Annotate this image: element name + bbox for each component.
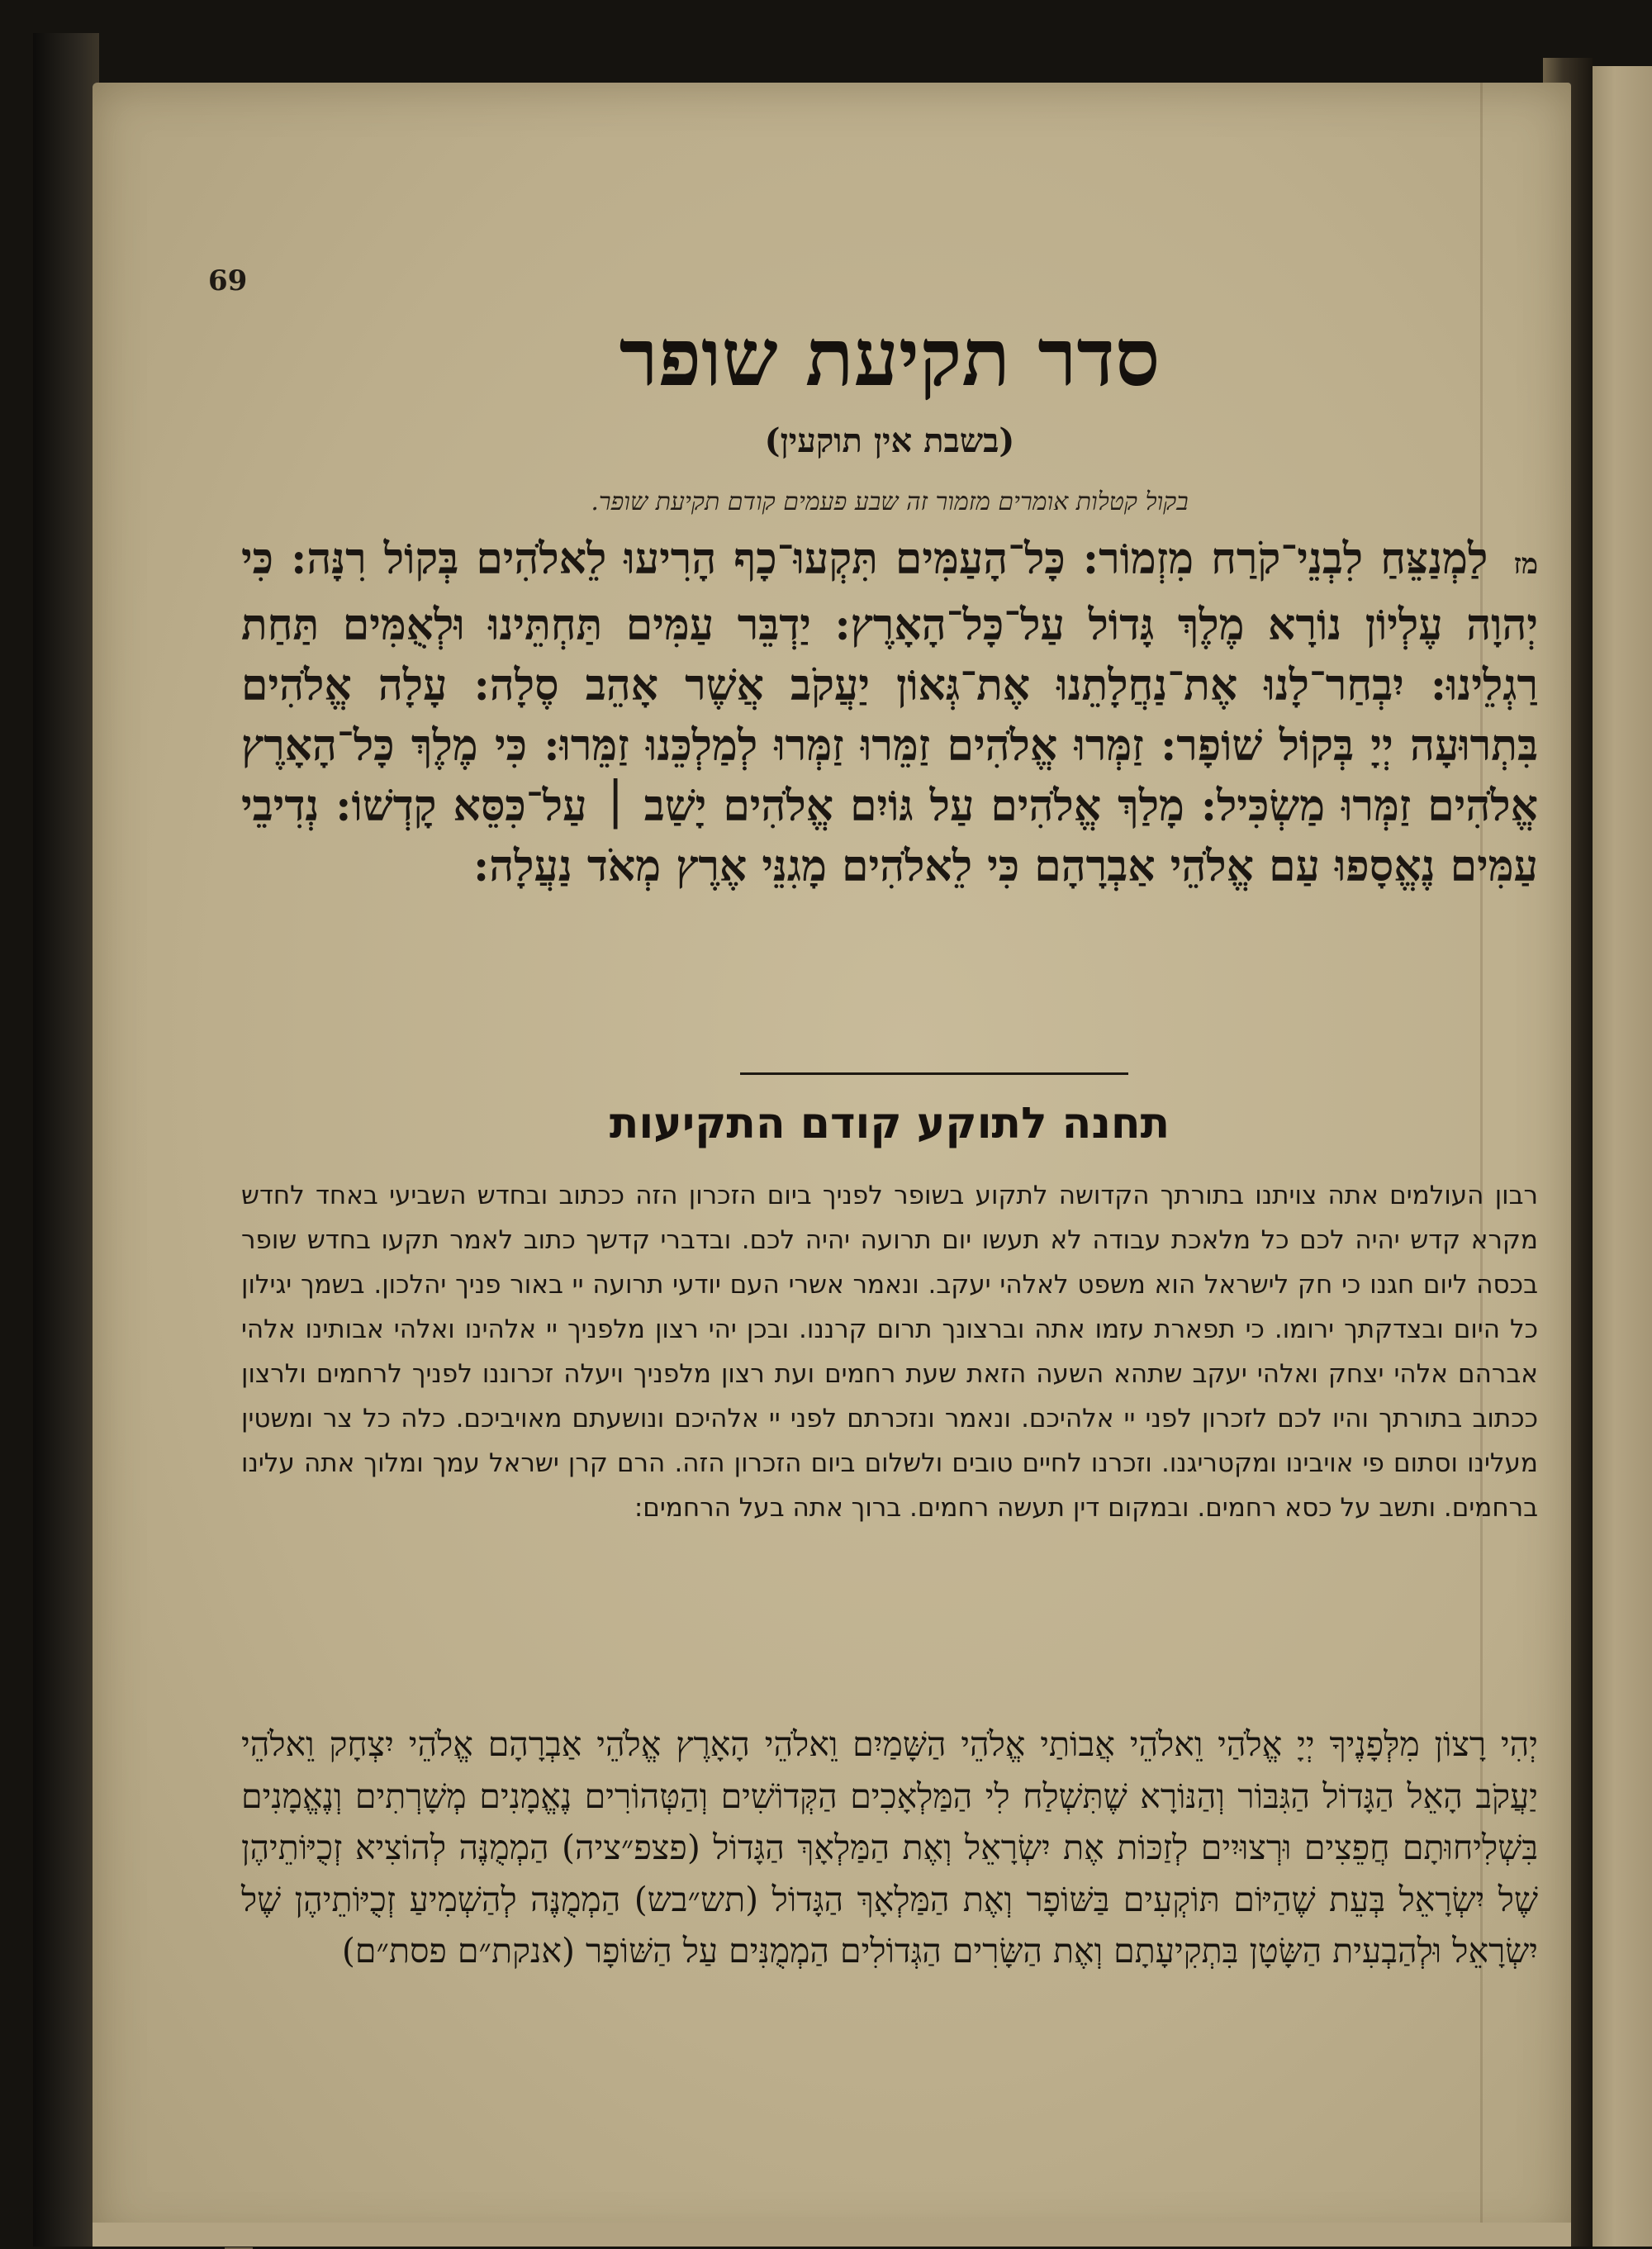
page-number: 69 <box>208 264 248 297</box>
page-bottom-edge <box>93 2223 1571 2247</box>
page-subtitle: (בשבת אין תוקעין) <box>764 421 1015 460</box>
instruction-line: בקול קטלות אומרים מזמור זה שבע פעמים קודם תקיעת שופר. <box>591 487 1189 516</box>
second-prayer-paragraph: יְהִי רָצוֹן מִלְּפָנֶיךָ יְיָ אֱלֹהַי וֵאלֹהֵי אֲבוֹתַי אֱלֹהֵי הַשָּׁמַיִם וֵאלֹהֵי הָאָרֶץ אֱלֹהֵי אַבְרָהָם אֱלֹהֵי יִצְחָק וֵאלֹהֵי יַעֲקֹב הָאֵל הַגָּדוֹל הַגִּבּוֹר וְהַנּוֹרָא שֶׁתִּשְׁלַח לִי הַמַּלְאָכִים הַקְּדוֹשִׁים וְהַטְּהוֹרִים נֶאֱמָנִים מְשָׁרְתִים וְנֶאֱמָנִים בִּשְׁלִיחוּתָם חֲפֵצִים וּרְצוּיִים לְזַכּוֹת אֶת יִשְׂרָאֵל וְאֶת הַמַּלְאָךְ הַגָּדוֹל (פצפ״ציה) הַמְמֻנֶּה לְהוֹצִיא זְכֻיּוֹתֵיהֶן שֶׁל יִשְׂרָאֵל בְּעֵת שֶׁהַיּוֹם תּוֹקְעִים בַּשּׁוֹפָר וְאֶת הַמַּלְאָךְ הַגָּדוֹל (תש״בש) הַמְמֻנֶּה לְהַשְׁמִיעַ זְכֻיּוֹתֵיהֶן שֶׁל יִשְׂרָאֵל וּלְהַבְעִית הַשָּׂטָן בִּתְקִיעָתָם וְאֶת הַשָּׂרִים הַגְּדוֹלִים הַמְמֻנִּים עַל הַשּׁוֹפָר (אנקת״ם פסת״ם) <box>241 1724 1538 1971</box>
section-title: תחנה לתוקע קודם התקיעות <box>609 1099 1170 1148</box>
psalm-text: לַמְנַצֵּחַ לִבְנֵי־קֹרַח מִזְמוֹר: כָּל־הָעַמִּים תִּקְעוּ־כָף הָרִיעוּ לֵאלֹהִים בְּקוֹל רִנָּה: כִּי יְהוָה עֶלְיוֹן נוֹרָא מֶלֶךְ גָּדוֹל עַל־כָּל־הָאָרֶץ: יַדְבֵּר עַמִּים תַּחְתֵּינוּ וּלְאֻמִּים תַּחַת רַגְלֵינוּ: יִבְחַר־לָנוּ אֶת־נַחֲלָתֵנוּ אֶת־גְּאוֹן יַעֲקֹב אֲשֶׁר אָהֵב סֶלָה: עָלָה אֱלֹהִים בִּתְרוּעָה יְיָ בְּקוֹל שׁוֹפָר: זַמְּרוּ אֱלֹהִים זַמֵּרוּ זַמְּרוּ לְמַלְכֵּנוּ זַמֵּרוּ: כִּי מֶלֶךְ כָּל־הָאָרֶץ אֱלֹהִים זַמְּרוּ מַשְׂכִּיל: מָלַךְ אֱלֹהִים עַל גּוֹיִם אֱלֹהִים יָשַׁב ׀ עַל־כִּסֵּא קָדְשׁוֹ: נְדִיבֵי עַמִּים נֶאֱסָפוּ עַם אֱלֹהֵי אַבְרָהָם כִּי לֵאלֹהִים מָגִנֵּי אֶרֶץ מְאֹד נַעֲלָה: <box>241 534 1538 892</box>
section-divider <box>740 1072 1128 1075</box>
book-page <box>93 83 1571 2247</box>
book-spine <box>33 33 99 2247</box>
prayer-paragraph: רבון העולמים אתה צויתנו בתורתך הקדושה לתקוע בשופר לפניך ביום הזכרון הזה ככתוב ובחדש השביעי באחד לחדש מקרא קדש יהיה לכם כל מלאכת עבודה לא תעשו יום תרועה יהיה לכם. ובדברי קדשך כתוב לאמר תקעו בחדש שופר בכסה ליום חגנו כי חק לישראל הוא משפט לאלהי יעקב. ונאמר אשרי העם יודעי תרועה יי באור פניך יהלכון. בשמך יגילון כל היום ובצדקתך ירומו. כי תפארת עזמו אתה וברצונך תרום קרננו. ובכן יהי רצון מלפניך יי אלהינו ואלהי אבותינו אלהי אברהם אלהי יצחק ואלהי יעקב שתהא השעה הזאת שעת רחמים ועת רצון מלפניך ויעלה זכרוננו לפניך לרחמים ולרצון ככתוב בתורתך והיו לכם לזכרון לפני יי אלהיכם. ונאמר ונזכרתם לפני יי אלהיכם ונושעתם מאויביכם. כלה כל צר ומשטין מעלינו וסתום פי אויבינו ומקטריגנו. וזכרנו לחיים טובים ולשלום ביום הזכרון הזה. הרם קרן ישראל עמך ומלוך אתה עלינו ברחמים. ותשב על כסא רחמים. ובמקום דין תעשה רחמים. ברוך אתה בעל הרחמים: <box>241 1181 1538 1523</box>
psalm-number: מז <box>1513 548 1538 581</box>
psalm-paragraph <box>241 529 1538 896</box>
page-title: סדר תקיעת שופר <box>619 311 1161 404</box>
